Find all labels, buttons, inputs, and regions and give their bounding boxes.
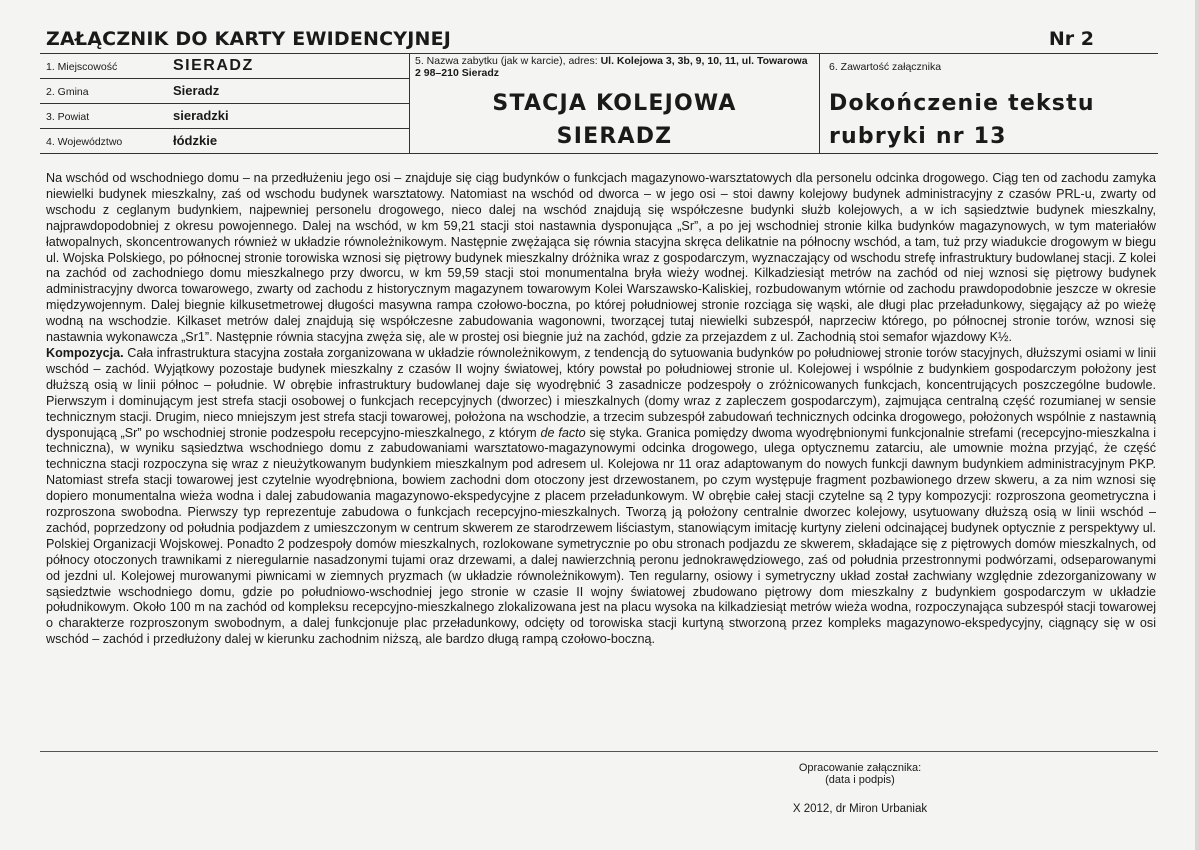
miejscowosc-label: 1. Miejscowość bbox=[46, 61, 118, 73]
document-header bbox=[46, 28, 1156, 54]
paragraph-2-part-b: się styka. Granica pomiędzy dwoma wyodrębnionymi funkcjonalnie strefami (recepcyjno-mieszkalna i techniczna), w wyniku sąsiedztwa wschodniego domu z zabudowaniami warsztatowo-magazynowymi odcinka drogowego, ulega optycznemu zatarciu, ale umownie można przyjąć, że część techniczna stacji rozpoczyna się wraz z nieużytkowanym budynkiem mieszkalnym pod adresem ul. Kolejowa nr 11 oraz adaptowanym do nowych funkcji dawnym budynkiem administracyjnym PKP. Natomiast strefa stacji towarowej jest czytelnie wyodrębniona, bowiem zachodni dom otoczony jest drzewostanem, po czym występuje fragment pozbawionego drzew skweru, a za nim wznosi się dopiero monumentalna wieża wodna i dalej zabudowania magazynowo-ekspedycyjne z placem przeładunkowym. W obrębie całej stacji czytelne są 2 typy kompozycji: rozproszona geometryczna i rozproszona swobodna. Pierwszy typ reprezentuje zabudowa o funkcjach recepcyjno-mieszkalnych. Tworzą ją położony centralnie dworzec kolejowy, usytuowany dłuższą osią w linii wschód – zachód, poprzedzony od południa podjazdem z umieszczonym w centrum skwerem ze starodrzewem liściastym, stanowiącym imitację kurtyny zieleni odcinającej budynek optycznie z perspektywy ul. Polskiej Organizacji Wojskowej. Ponadto 2 podzespoły domów mieszkalnych, rozlokowane symetrycznie po obu stronach podjazdu ze skwerem, składające się z piętrowych domów mieszkalnych, od północy otoczonych trawnikami z nieregularnie nasadzonymi tujami oraz drzewami, a dalej nawierzchnią peronu jednokrawędziowego, zaś od południa przestronnymi podwórzami, odseparowanymi od jezdni ul. Kolejowej murowanymi piwnicami w ziemnych pryzmach (w układzie równoleżnikowym). Ten regularny, osiowy i symetryczny układ został zachwiany względnie zdezorganizowany w sąsiedztwie wschodniego domu, gdzie po południowo-wschodniej jego stronie w czasie II wojny światowej zbudowano piętrowy dom mieszkalny z budynkiem gospodarczym w układzie południkowym. Około 100 m na zachód od kompleksu recepcyjno-mieszkalnego zlokalizowana jest na placu wysoka na kilkadziesiąt metrów wieża wodna, rozpoczynająca subzespół stacji towarowej o charakterze rozproszonym swobodnym, a dalej funkcjonuje plac przeładunkowy, odcięty od torowiska stacji kurtyną stworzoną przez kompleks magazynowo-ekspedycyjny, ciągnący się w osi wschód – zachód i przedłużony dalej w kierunku zachodnim niższą, ale bardzo długą rampą czołowo-boczną. bbox=[46, 425, 1156, 647]
powiat-row bbox=[40, 104, 409, 129]
kompozycja-heading: Kompozycja. bbox=[46, 345, 124, 360]
nazwa-address: Ul. Kolejowa 3, 3b, 9, 10, 11, ul. Towarowa 2 98–210 Sieradz bbox=[415, 55, 808, 79]
miejscowosc-value: SIERADZ bbox=[173, 57, 254, 74]
monument-name-column bbox=[410, 54, 820, 153]
paragraph-2-italic: de facto bbox=[540, 425, 586, 440]
zawartosc-title bbox=[829, 87, 1159, 153]
zawartosc-line1: Dokończenie tekstu bbox=[829, 91, 1095, 116]
gmina-value: Sieradz bbox=[173, 83, 220, 98]
gmina-row bbox=[40, 79, 409, 104]
zawartosc-line2: rubryki nr 13 bbox=[829, 124, 1007, 149]
wojewodztwo-value: łódzkie bbox=[173, 133, 218, 148]
monument-title bbox=[410, 87, 819, 153]
monument-title-line2: SIERADZ bbox=[556, 124, 673, 149]
gmina-label: 2. Gmina bbox=[46, 86, 89, 98]
wojewodztwo-row bbox=[40, 129, 409, 155]
paragraph-2 bbox=[46, 346, 1156, 648]
footer-divider bbox=[40, 751, 1158, 752]
content-column bbox=[820, 54, 1158, 153]
wojewodztwo-label: 4. Województwo bbox=[46, 136, 123, 148]
author-line: X 2012, dr Miron Urbaniak bbox=[792, 803, 928, 815]
info-table bbox=[40, 53, 1158, 154]
location-column bbox=[40, 54, 410, 153]
prepared-label: Opracowanie załącznika: bbox=[798, 762, 922, 774]
document-title: ZAŁĄCZNIK DO KARTY EWIDENCYJNEJ bbox=[46, 28, 452, 50]
footer-prepared bbox=[760, 762, 960, 786]
powiat-value: sieradzki bbox=[173, 108, 229, 123]
paragraph-2-part-a: Cała infrastruktura stacyjna została zorganizowana w układzie równoleżnikowym, z tendencją do sytuowania budynków po południowej stronie torów stacyjnych, dłuższymi osiami w linii wschód – zachód. Wyjątkowy pozostaje budynek mieszkalny z czasów II wojny światowej, który powstał po południowej stronie ul. Kolejowej i wspólnie z budynkiem gospodarczym położony jest dłuższą osią w linii północ – południe. W obrębie infrastruktury budowlanej daje się wyodrębnić 3 zasadnicze podzespoły o zróżnicowanych funkcjach, koncentrujących poszczególne budowle. Pierwszym i dominującym jest strefa stacji osobowej o funkcjach recepcyjnych (dworzec) i mieszkalnych (domy wraz z zapleczem gospodarczym), zajmująca centralną część rozumianej w sensie technicznym stacji. Drugim, nieco mniejszym jest strefa stacji towarowej, położona na wschodzie, a trzecim subzespół zabudowań technicznych odcinka drogowego, położonych wspólnie z nastawnią dysponującą „Sr” po wschodniej stronie podzespołu recepcyjno-mieszkalnego, z którym bbox=[46, 345, 1156, 440]
body-text bbox=[46, 171, 1156, 648]
zawartosc-label: 6. Zawartość załącznika bbox=[829, 61, 942, 73]
attachment-number: Nr 2 bbox=[1048, 28, 1094, 50]
monument-address bbox=[415, 55, 815, 79]
paragraph-1: Na wschód od wschodniego domu – na przedłużeniu jego osi – znajduje się ciąg budynków o funkcjach magazynowo-warsztatowych dla personelu odcinka drogowego. Ciąg ten od zachodu zamyka niewielki budynek mieszkalny, zaś od wschodu budynek warsztatowy. Natomiast na wschód od dworca – w jego osi – stoi dawny kolejowy budynek administracyjny z czasów PRL-u, zwarty od wschodu z ceglanym budynkiem, najpewniej personelu drogowego, nieco dalej na wschód znajdują się współczesne budynki służb kolejowych, a w ich sąsiedztwie budynek mieszkalny, najprawdopodobniej z okresu powojennego. Dalej na wschód, w km 59,21 stacji stoi nastawnia dysponująca „Sr”, a po jej wschodniej stronie kilka budynków magazynowych, w tym materiałów łatwopalnych, skoncentrowanych również w układzie równoleżnikowym. Następnie zwężająca się równia stacyjna skręca delikatnie na północny wschód, a tam, tuż przy wiadukcie drogowym w biegu ul. Wojska Polskiego, po północnej stronie torowiska wznosi się piętrowy budynek mieszkalny dróżnika wraz z gospodarczym, wyznaczający od wschodu strefę infrastruktury budowlanej stacji. Z kolei na zachód od zachodniego domu mieszkalnego przy dworcu, w km 59,59 stacji stoi monumentalna bryła wieży wodnej. Kilkadziesiąt metrów na zachód od niej wznosi się piętrowy budynek administracyjny dworca towarowego, zwarty od zachodu z historycznym magazynem towarowym Kolei Warszawsko-Kaliskiej, rozbudowanym wtórnie od zachodu prawdopodobnie jeszcze w okresie międzywojennym. Dalej biegnie kilkusetmetrowej długości masywna rampa czołowo-boczna, po której południowej stronie rozciąga się wąski, ale długi plac przeładunkowy, sięgający aż po wieżę wodną na wschodzie. Kilkaset metrów dalej znajdują się współczesne zabudowania wagonowni, tworzącej tutaj niewielki subzespół, naprzeciw którego, po północnej stronie torów, wznosi się nastawnia wykonawcza „Sr1”. Następnie równia stacyjna zwęża się, ale w prostej osi biegnie już na zachód, gdzie za przejazdem z ul. Zachodnią stoi semafor wjazdowy K½. bbox=[46, 171, 1156, 345]
monument-title-line1: STACJA KOLEJOWA bbox=[492, 91, 737, 116]
nazwa-label: 5. Nazwa zabytku (jak w karcie), adres: bbox=[415, 55, 598, 67]
miejscowosc-row bbox=[40, 54, 409, 79]
powiat-label: 3. Powiat bbox=[46, 111, 90, 123]
date-signature-label: (data i podpis) bbox=[825, 774, 895, 786]
